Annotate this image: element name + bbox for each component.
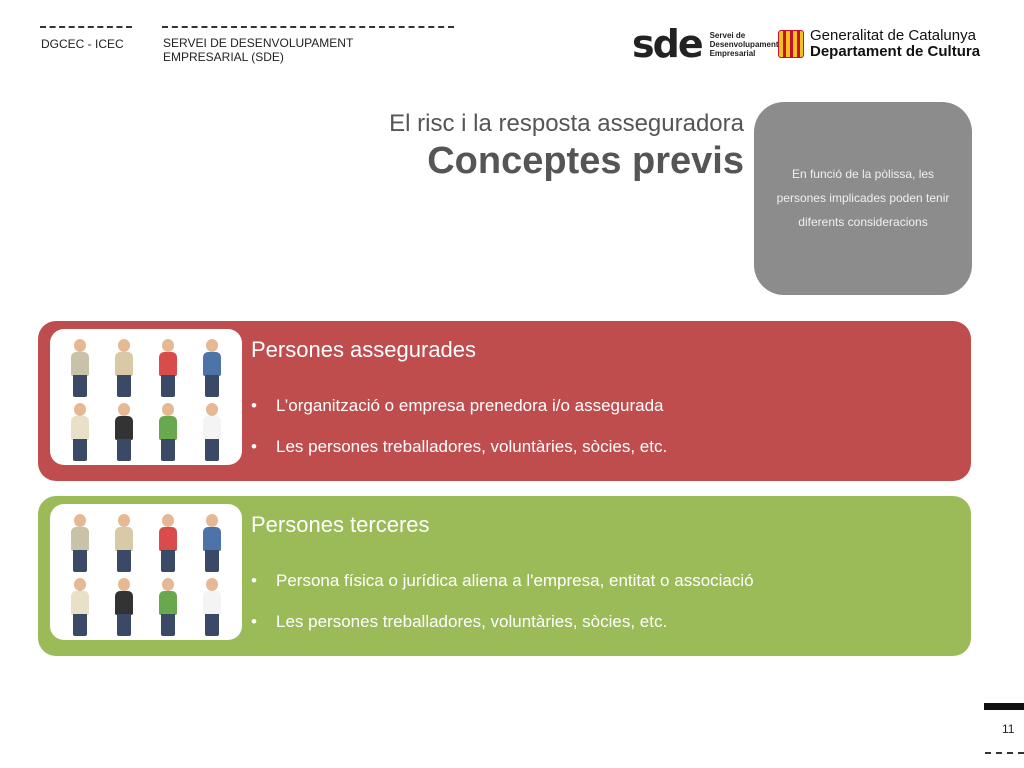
sde-logo-word: sde (632, 22, 702, 66)
person-figure (104, 510, 144, 570)
sde-logo (632, 22, 779, 66)
person-figure (192, 399, 232, 459)
note-box (754, 102, 972, 295)
page-marker-bar (984, 703, 1024, 710)
people-illustration (50, 504, 242, 640)
service-label-line2: EMPRESARIAL (SDE) (163, 50, 284, 64)
generalitat-name: Generalitat de Catalunya (810, 27, 976, 44)
sde-sub-line1: Servei de (709, 30, 746, 40)
sde-sub-line2: Desenvolupament (709, 39, 779, 49)
department-name: Departament de Cultura (810, 43, 981, 60)
person-figure (104, 574, 144, 634)
page-number: 11 (1002, 722, 1015, 736)
header-divider-right (162, 26, 454, 28)
person-figure (148, 399, 188, 459)
card-insured-persons (38, 321, 971, 481)
generalitat-logo (778, 28, 980, 60)
person-figure (148, 510, 188, 570)
person-figure (104, 399, 144, 459)
person-figure (60, 399, 100, 459)
card-bullet: • Les persones treballadores, voluntàries, sòcies, etc. (251, 611, 754, 632)
person-figure (60, 335, 100, 395)
card-bullet: • Persona física o jurídica aliena a l'empresa, entitat o associació (251, 570, 754, 591)
person-figure (192, 510, 232, 570)
card-bullet-list (251, 570, 754, 652)
generalitat-logo-text (810, 28, 980, 60)
card-title: Persones terceres (251, 512, 430, 537)
sde-logo-subtitle (710, 31, 779, 58)
person-figure (104, 335, 144, 395)
note-text: En funció de la pòlissa, les persones implicades poden tenir diferents consideracions (776, 167, 950, 229)
slide-subtitle: El risc i la resposta asseguradora (389, 110, 744, 137)
sde-sub-line3: Empresarial (709, 48, 756, 58)
people-illustration (50, 329, 242, 465)
card-bullet: • L’organització o empresa prenedora i/o assegurada (251, 395, 667, 416)
person-figure (192, 574, 232, 634)
slide-title: Conceptes previs (427, 140, 744, 182)
person-figure (60, 510, 100, 570)
person-figure (192, 335, 232, 395)
card-third-parties (38, 496, 971, 656)
catalonia-flag-icon (778, 30, 804, 58)
header-divider-left (40, 26, 132, 28)
card-bullet-list (251, 395, 667, 477)
card-title: Persones assegurades (251, 337, 477, 362)
person-figure (60, 574, 100, 634)
person-figure (148, 574, 188, 634)
service-label-line1: SERVEI DE DESENVOLUPAMENT (163, 36, 354, 50)
page-divider (985, 752, 1024, 754)
org-label: DGCEC - ICEC (41, 37, 124, 51)
card-bullet: • Les persones treballadores, voluntàries, sòcies, etc. (251, 436, 667, 457)
service-label (163, 36, 353, 64)
person-figure (148, 335, 188, 395)
